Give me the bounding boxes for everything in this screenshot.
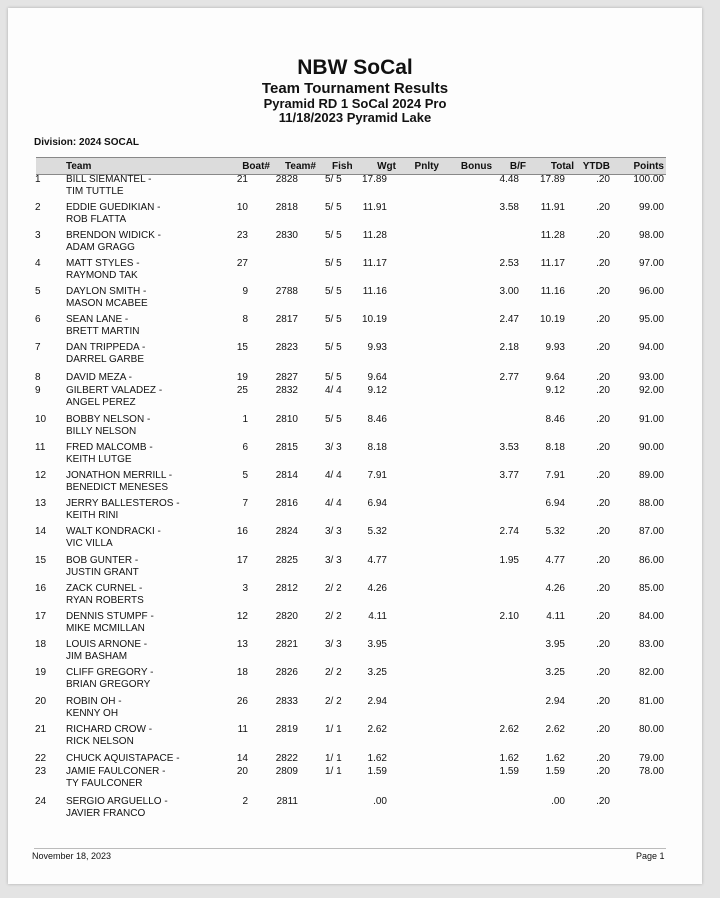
place-cell: 21: [35, 724, 47, 735]
total-cell: 2.62: [545, 724, 565, 735]
boat-cell: 15: [236, 342, 248, 353]
big-fish-cell: 3.77: [499, 470, 519, 481]
col-bonus: Bonus: [460, 161, 492, 172]
points-cell: 86.00: [638, 555, 664, 566]
weight-cell: 11.16: [362, 286, 387, 297]
points-cell: 90.00: [638, 442, 664, 453]
place-cell: 4: [35, 258, 41, 269]
place-cell: 14: [35, 526, 47, 537]
fish-cell: 2/ 2: [325, 611, 342, 622]
total-cell: 8.46: [545, 414, 565, 425]
total-cell: 11.91: [540, 202, 565, 213]
team-member-2: ADAM GRAGG: [66, 242, 135, 253]
place-cell: 19: [35, 667, 47, 678]
team-member-1: ROBIN OH -: [66, 696, 122, 707]
ytdb-cell: .20: [596, 555, 610, 566]
fish-cell: 5/ 5: [325, 372, 342, 383]
place-cell: 13: [35, 498, 47, 509]
event-date-location: 11/18/2023 Pyramid Lake: [278, 110, 432, 125]
boat-cell: 12: [236, 611, 248, 622]
fish-cell: 1/ 1: [325, 753, 342, 764]
fish-cell: 4/ 4: [325, 385, 342, 396]
boat-cell: 21: [236, 174, 248, 185]
weight-cell: 4.77: [367, 555, 387, 566]
fish-cell: 2/ 2: [325, 696, 342, 707]
total-cell: .00: [551, 796, 565, 807]
boat-cell: 20: [236, 766, 248, 777]
weight-cell: 8.46: [367, 414, 387, 425]
team-member-1: DAYLON SMITH -: [66, 286, 147, 297]
team-member-1: DAN TRIPPEDA -: [66, 342, 146, 353]
boat-cell: 5: [242, 470, 248, 481]
team-number-cell: 2811: [276, 796, 298, 807]
team-number-cell: 2832: [275, 385, 298, 396]
big-fish-cell: 4.48: [499, 174, 519, 185]
col-fish: Fish: [332, 161, 353, 172]
points-cell: 93.00: [638, 372, 664, 383]
boat-cell: 2: [242, 796, 248, 807]
big-fish-cell: 2.47: [499, 314, 519, 325]
total-cell: 1.59: [545, 766, 565, 777]
points-cell: 96.00: [638, 286, 664, 297]
team-number-cell: 2817: [275, 314, 298, 325]
team-number-cell: 2826: [275, 667, 298, 678]
boat-cell: 11: [237, 724, 248, 735]
boat-cell: 19: [236, 372, 248, 383]
ytdb-cell: .20: [596, 753, 610, 764]
fish-cell: 2/ 2: [325, 583, 342, 594]
team-member-2: RYAN ROBERTS: [66, 595, 144, 606]
team-member-1: MATT STYLES -: [66, 258, 140, 269]
weight-cell: 2.94: [367, 696, 387, 707]
total-cell: 3.95: [545, 639, 565, 650]
boat-cell: 18: [236, 667, 248, 678]
ytdb-cell: .20: [596, 498, 610, 509]
team-number-cell: 2809: [275, 766, 298, 777]
points-cell: 82.00: [638, 667, 664, 678]
boat-cell: 10: [236, 202, 248, 213]
boat-cell: 6: [242, 442, 248, 453]
ytdb-cell: .20: [596, 724, 610, 735]
weight-cell: 5.32: [367, 526, 387, 537]
team-number-cell: 2815: [275, 442, 298, 453]
place-cell: 7: [35, 342, 41, 353]
weight-cell: 8.18: [367, 442, 387, 453]
ytdb-cell: .20: [596, 174, 610, 185]
points-cell: 91.00: [638, 414, 664, 425]
ytdb-cell: .20: [596, 202, 610, 213]
team-member-2: JAVIER FRANCO: [66, 808, 146, 819]
big-fish-cell: 3.53: [499, 442, 519, 453]
team-member-1: LOUIS ARNONE -: [66, 639, 148, 650]
team-member-1: BOB GUNTER -: [66, 555, 139, 566]
team-member-1: EDDIE GUEDIKIAN -: [66, 202, 161, 213]
place-cell: 3: [35, 230, 41, 241]
big-fish-cell: 1.59: [499, 766, 519, 777]
fish-cell: 3/ 3: [325, 442, 342, 453]
ytdb-cell: .20: [596, 526, 610, 537]
place-cell: 15: [35, 555, 47, 566]
total-cell: 11.16: [540, 286, 565, 297]
team-member-2: TY FAULCONER: [66, 778, 143, 789]
points-cell: 85.00: [638, 583, 664, 594]
team-number-cell: 2833: [275, 696, 298, 707]
fish-cell: 3/ 3: [325, 526, 342, 537]
team-number-cell: 2820: [275, 611, 298, 622]
weight-cell: .00: [373, 796, 387, 807]
fish-cell: 3/ 3: [325, 639, 342, 650]
total-cell: 5.32: [545, 526, 565, 537]
boat-cell: 16: [236, 526, 248, 537]
team-member-1: JONATHON MERRILL -: [66, 470, 173, 481]
footer-divider: [34, 848, 666, 849]
report-title: NBW SoCal: [297, 56, 413, 79]
team-member-1: DAVID MEZA -: [66, 372, 132, 383]
team-number-cell: 2816: [275, 498, 298, 509]
boat-cell: 23: [236, 230, 248, 241]
team-member-2: KEITH RINI: [66, 510, 119, 521]
team-number-cell: 2814: [275, 470, 298, 481]
col-team: Team: [66, 161, 92, 172]
big-fish-cell: 2.77: [499, 372, 519, 383]
weight-cell: 2.62: [367, 724, 387, 735]
fish-cell: 5/ 5: [325, 342, 342, 353]
team-member-2: RICK NELSON: [66, 736, 134, 747]
ytdb-cell: .20: [596, 414, 610, 425]
col-total: Total: [550, 161, 574, 172]
fish-cell: 2/ 2: [325, 667, 342, 678]
fish-cell: 3/ 3: [325, 555, 342, 566]
total-cell: 2.94: [545, 696, 565, 707]
team-member-2: ROB FLATTA: [66, 214, 127, 225]
ytdb-cell: .20: [596, 796, 610, 807]
total-cell: 9.93: [545, 342, 565, 353]
team-member-2: JIM BASHAM: [66, 651, 128, 662]
boat-cell: 17: [236, 555, 248, 566]
place-cell: 9: [35, 385, 41, 396]
points-cell: 94.00: [638, 342, 664, 353]
fish-cell: 5/ 5: [325, 258, 342, 269]
col-penalty: Pnlty: [414, 161, 439, 172]
col-points: Points: [633, 161, 664, 172]
boat-cell: 3: [242, 583, 248, 594]
points-cell: 79.00: [638, 753, 664, 764]
ytdb-cell: .20: [596, 385, 610, 396]
team-number-cell: 2825: [275, 555, 298, 566]
team-member-1: GILBERT VALADEZ -: [66, 385, 163, 396]
team-member-1: RICHARD CROW -: [66, 724, 153, 735]
team-member-2: TIM TUTTLE: [66, 186, 124, 197]
boat-cell: 7: [242, 498, 248, 509]
team-member-2: MASON MCABEE: [66, 298, 148, 309]
weight-cell: 4.11: [368, 611, 387, 622]
team-member-2: ANGEL PEREZ: [66, 397, 136, 408]
report-subtitle: Team Tournament Results: [261, 80, 449, 97]
fish-cell: 5/ 5: [325, 202, 342, 213]
total-cell: 1.62: [545, 753, 565, 764]
team-number-cell: 2822: [275, 753, 298, 764]
total-cell: 6.94: [545, 498, 565, 509]
team-member-2: KENNY OH: [66, 708, 119, 719]
weight-cell: 3.25: [367, 667, 387, 678]
team-number-cell: 2818: [275, 202, 298, 213]
col-ytdb: YTDB: [582, 161, 610, 172]
results-page: [8, 8, 702, 884]
fish-cell: 5/ 5: [325, 414, 342, 425]
weight-cell: 9.93: [367, 342, 387, 353]
team-member-2: BRIAN GREGORY: [66, 679, 151, 690]
place-cell: 8: [35, 372, 41, 383]
team-member-1: CHUCK AQUISTAPACE -: [66, 753, 180, 764]
weight-cell: 17.89: [361, 174, 387, 185]
weight-cell: 9.12: [367, 385, 387, 396]
points-cell: 84.00: [638, 611, 664, 622]
team-number-cell: 2788: [275, 286, 298, 297]
total-cell: 11.28: [540, 230, 565, 241]
fish-cell: 4/ 4: [325, 470, 342, 481]
team-member-1: JERRY BALLESTEROS -: [66, 498, 180, 509]
boat-cell: 14: [236, 753, 248, 764]
ytdb-cell: .20: [596, 258, 610, 269]
weight-cell: 6.94: [367, 498, 387, 509]
ytdb-cell: .20: [596, 639, 610, 650]
team-member-1: SEAN LANE -: [66, 314, 129, 325]
points-cell: 80.00: [638, 724, 664, 735]
total-cell: 11.17: [540, 258, 565, 269]
team-member-1: BRENDON WIDICK -: [66, 230, 161, 241]
big-fish-cell: 3.00: [499, 286, 519, 297]
big-fish-cell: 2.53: [499, 258, 519, 269]
team-number-cell: 2830: [275, 230, 298, 241]
event-name: Pyramid RD 1 SoCal 2024 Pro: [263, 96, 447, 111]
points-cell: 87.00: [638, 526, 664, 537]
points-cell: 89.00: [638, 470, 664, 481]
place-cell: 23: [35, 766, 47, 777]
team-number-cell: 2810: [275, 414, 298, 425]
ytdb-cell: .20: [596, 583, 610, 594]
points-cell: 83.00: [638, 639, 664, 650]
total-cell: 10.19: [539, 314, 565, 325]
team-member-1: CLIFF GREGORY -: [66, 667, 154, 678]
big-fish-cell: 2.62: [499, 724, 519, 735]
col-weight: Wgt: [377, 161, 396, 172]
boat-cell: 9: [242, 286, 248, 297]
fish-cell: 5/ 5: [325, 230, 342, 241]
boat-cell: 13: [236, 639, 248, 650]
team-number-cell: 2819: [275, 724, 298, 735]
weight-cell: 1.62: [367, 753, 387, 764]
points-cell: 88.00: [638, 498, 664, 509]
ytdb-cell: .20: [596, 667, 610, 678]
team-member-2: BENEDICT MENESES: [66, 482, 169, 493]
weight-cell: 11.17: [362, 258, 387, 269]
division-label: Division: 2024 SOCAL: [34, 137, 140, 148]
ytdb-cell: .20: [596, 611, 610, 622]
ytdb-cell: .20: [596, 470, 610, 481]
big-fish-cell: 2.18: [499, 342, 519, 353]
team-member-2: RAYMOND TAK: [66, 270, 138, 281]
col-boat: Boat#: [242, 161, 270, 172]
total-cell: 4.11: [546, 611, 565, 622]
team-number-cell: 2824: [275, 526, 298, 537]
total-cell: 3.25: [545, 667, 565, 678]
big-fish-cell: 1.95: [499, 555, 519, 566]
team-member-1: ZACK CURNEL -: [66, 583, 143, 594]
total-cell: 8.18: [545, 442, 565, 453]
total-cell: 17.89: [539, 174, 565, 185]
points-cell: 99.00: [638, 202, 664, 213]
fish-cell: 1/ 1: [325, 766, 342, 777]
team-member-2: JUSTIN GRANT: [66, 567, 139, 578]
ytdb-cell: .20: [596, 442, 610, 453]
team-number-cell: 2828: [275, 174, 298, 185]
total-cell: 4.26: [545, 583, 565, 594]
big-fish-cell: 2.10: [499, 611, 519, 622]
points-cell: 97.00: [638, 258, 664, 269]
weight-cell: 3.95: [367, 639, 387, 650]
footer-page-number: Page 1: [636, 851, 665, 861]
fish-cell: 5/ 5: [325, 286, 342, 297]
team-number-cell: 2823: [275, 342, 298, 353]
weight-cell: 7.91: [367, 470, 387, 481]
big-fish-cell: 2.74: [499, 526, 519, 537]
total-cell: 9.12: [545, 385, 565, 396]
place-cell: 22: [35, 753, 47, 764]
weight-cell: 11.28: [362, 230, 387, 241]
points-cell: 92.00: [638, 385, 664, 396]
team-member-2: BILLY NELSON: [66, 426, 137, 437]
points-cell: 100.00: [633, 174, 664, 185]
points-cell: 95.00: [638, 314, 664, 325]
points-cell: 78.00: [638, 766, 664, 777]
boat-cell: 1: [242, 414, 248, 425]
total-cell: 9.64: [545, 372, 565, 383]
weight-cell: 10.19: [361, 314, 387, 325]
big-fish-cell: 3.58: [499, 202, 519, 213]
total-cell: 7.91: [545, 470, 565, 481]
place-cell: 24: [35, 796, 47, 807]
col-big-fish: B/F: [509, 161, 526, 172]
team-number-cell: 2827: [275, 372, 298, 383]
ytdb-cell: .20: [596, 314, 610, 325]
team-member-2: KEITH LUTGE: [66, 454, 132, 465]
place-cell: 11: [35, 442, 46, 453]
place-cell: 20: [35, 696, 47, 707]
boat-cell: 27: [236, 258, 248, 269]
boat-cell: 8: [242, 314, 248, 325]
big-fish-cell: 1.62: [499, 753, 519, 764]
boat-cell: 26: [236, 696, 248, 707]
place-cell: 6: [35, 314, 41, 325]
fish-cell: 5/ 5: [325, 174, 342, 185]
points-cell: 81.00: [638, 696, 664, 707]
ytdb-cell: .20: [596, 230, 610, 241]
weight-cell: 11.91: [362, 202, 387, 213]
weight-cell: 1.59: [367, 766, 387, 777]
weight-cell: 4.26: [367, 583, 387, 594]
place-cell: 5: [35, 286, 41, 297]
ytdb-cell: .20: [596, 286, 610, 297]
team-member-2: DARREL GARBE: [66, 354, 144, 365]
ytdb-cell: .20: [596, 342, 610, 353]
place-cell: 17: [35, 611, 47, 622]
footer-date: November 18, 2023: [32, 851, 112, 861]
team-number-cell: 2821: [275, 639, 298, 650]
boat-cell: 25: [236, 385, 248, 396]
place-cell: 18: [35, 639, 47, 650]
fish-cell: 5/ 5: [325, 314, 342, 325]
place-cell: 1: [35, 174, 41, 185]
team-member-1: SERGIO ARGUELLO -: [66, 796, 168, 807]
points-cell: 98.00: [638, 230, 664, 241]
place-cell: 16: [35, 583, 47, 594]
team-member-1: JAMIE FAULCONER -: [66, 766, 166, 777]
ytdb-cell: .20: [596, 372, 610, 383]
col-team-number: Team#: [285, 161, 316, 172]
place-cell: 10: [35, 414, 47, 425]
table-header: [36, 157, 666, 175]
ytdb-cell: .20: [596, 766, 610, 777]
team-member-1: BOBBY NELSON -: [66, 414, 151, 425]
team-member-1: FRED MALCOMB -: [66, 442, 153, 453]
fish-cell: 4/ 4: [325, 498, 342, 509]
team-member-2: BRETT MARTIN: [66, 326, 140, 337]
place-cell: 12: [35, 470, 47, 481]
ytdb-cell: .20: [596, 696, 610, 707]
team-member-1: DENNIS STUMPF -: [66, 611, 154, 622]
team-number-cell: 2812: [275, 583, 298, 594]
fish-cell: 1/ 1: [325, 724, 342, 735]
team-member-2: VIC VILLA: [66, 538, 113, 549]
team-member-1: WALT KONDRACKI -: [66, 526, 161, 537]
total-cell: 4.77: [545, 555, 565, 566]
weight-cell: 9.64: [367, 372, 387, 383]
place-cell: 2: [35, 202, 41, 213]
team-member-2: MIKE MCMILLAN: [66, 623, 145, 634]
team-member-1: BILL SIEMANTEL -: [66, 174, 152, 185]
